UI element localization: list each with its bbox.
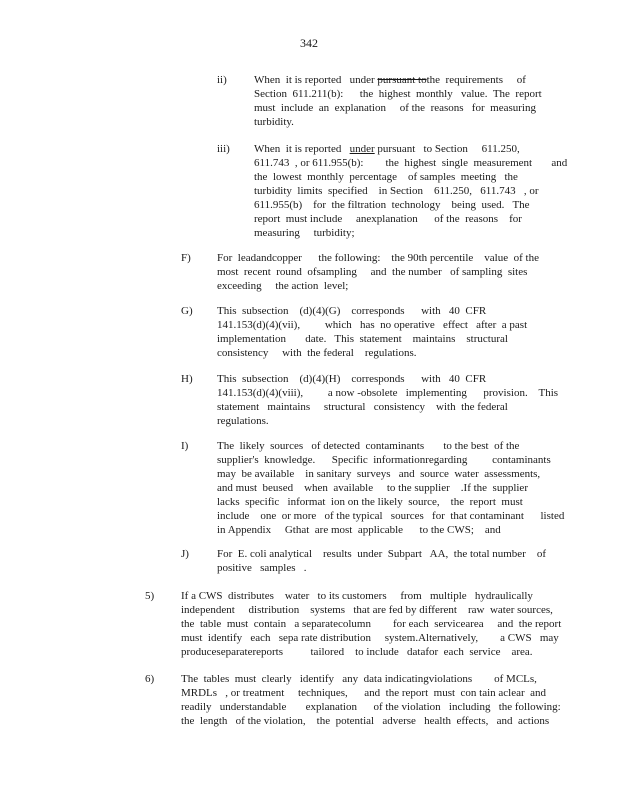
text-line: The tables must clearly identify any data indicatingviolations of MCLs,: [181, 673, 537, 685]
item-marker-g: G): [181, 305, 193, 317]
item-marker-i: I): [181, 440, 189, 452]
text-line: When it is reported under pursuant tothe requirements of: [254, 74, 526, 86]
text-line: most recent round ofsampling and the number of sampling sites: [217, 266, 528, 278]
text-line: statement maintains structural consistency with the federal: [217, 401, 508, 413]
item-g-text: [217, 304, 527, 360]
text-line: turbidity limits specified in Section 611.250, 611.743 , or: [254, 185, 539, 197]
text-line: and must beused when available to the supplier .If the supplier: [217, 482, 528, 494]
text-line: implementation date. This statement maintains structural: [217, 333, 508, 345]
text-line: measuring turbidity;: [254, 227, 355, 239]
text-line: the table must contain a separatecolumn for each servicearea and the report: [181, 618, 562, 630]
text-line: For E. coli analytical results under Subpart AA, the total number of: [217, 548, 547, 560]
item-i-text: [217, 439, 564, 537]
item-6-text: [181, 672, 561, 728]
item-marker-iii: iii): [217, 143, 230, 155]
item-ii-text: [254, 73, 542, 129]
item-marker-j: J): [181, 548, 189, 560]
text-line: For leadandcopper the following: the 90th percentile value of the: [217, 252, 539, 264]
text-line: include one or more of the typical sources for that contaminant listed: [217, 510, 565, 522]
text-line: must include an explanation of the reasons for measuring: [254, 102, 536, 114]
text-line: turbidity.: [254, 116, 294, 128]
item-h-text: [217, 372, 558, 428]
text-line: lacks specific informat ion on the likely source, the report must: [217, 496, 523, 508]
text-line: supplier's knowledge. Specific informationregarding contaminants: [217, 454, 551, 466]
text-line: 611.955(b) for the filtration technology being used. The: [254, 199, 530, 211]
item-f-text: [217, 251, 539, 293]
text-line: readily understandable explanation of the violation including the following:: [181, 701, 561, 713]
page-number: 342: [300, 36, 318, 50]
text-line: the lowest monthly percentage of samples meeting the: [254, 171, 518, 183]
text-line: MRDLs , or treatment techniques, and the report must con tain aclear and: [181, 687, 547, 699]
item-marker-h: H): [181, 373, 193, 385]
item-5-text: [181, 589, 561, 659]
text-line: If a CWS distributes water to its customers from multiple hydraulically: [181, 590, 533, 602]
item-marker-6: 6): [145, 673, 155, 685]
text-line: This subsection (d)(4)(G) corresponds with 40 CFR: [217, 305, 487, 317]
underlined-text: under: [349, 143, 375, 155]
text-line: the length of the violation, the potential adverse health effects, and actions: [181, 715, 550, 727]
text-line: 611.743 , or 611.955(b): the highest single measurement and: [254, 157, 568, 169]
text-line: independent distribution systems that are fed by different raw water sources,: [181, 604, 553, 616]
text-line: exceeding the action level;: [217, 280, 349, 292]
text-line: positive samples .: [217, 562, 307, 574]
struck-text: pursuant to: [377, 74, 427, 86]
item-j-text: [217, 547, 546, 575]
item-marker-ii: ii): [217, 74, 227, 86]
item-iii-text: [254, 142, 567, 240]
item-marker-f: F): [181, 252, 191, 264]
text-line: When it is reported under pursuant to Section 611.250,: [254, 143, 520, 155]
text-line: regulations.: [217, 415, 269, 427]
text-line: 141.153(d)(4)(viii), a now -obsolete implementing provision. This: [217, 387, 559, 399]
text-line: Section 611.211(b): the highest monthly value. The report: [254, 88, 542, 100]
text-line: consistency with the federal regulations.: [217, 347, 417, 359]
text-line: may be available in sanitary surveys and source water assessments,: [217, 468, 541, 480]
text-line: The likely sources of detected contaminants to the best of the: [217, 440, 520, 452]
text-line: must identify each sepa rate distribution system.Alternatively, a CWS may: [181, 632, 559, 644]
item-marker-5: 5): [145, 590, 155, 602]
text-line: This subsection (d)(4)(H) corresponds with 40 CFR: [217, 373, 487, 385]
text-line: produceseparatereports tailored to include datafor each service area.: [181, 646, 533, 658]
text-line: in Appendix Gthat are most applicable to the CWS; and: [217, 524, 501, 536]
text-line: report must include anexplanation of the reasons for: [254, 213, 522, 225]
text-line: 141.153(d)(4)(vii), which has no operative effect after a past: [217, 319, 528, 331]
